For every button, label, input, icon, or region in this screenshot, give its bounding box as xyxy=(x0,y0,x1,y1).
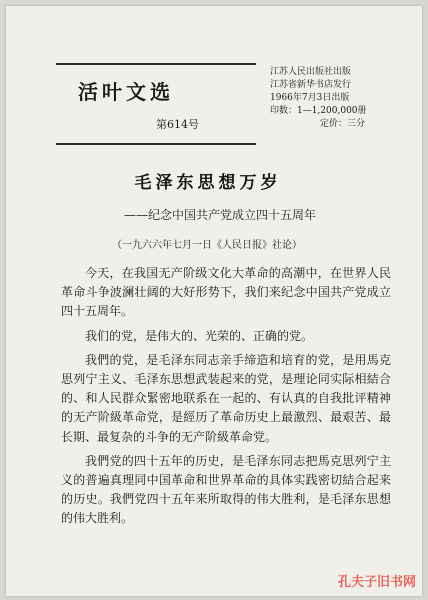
paragraph: 我們党的四十五年的历史，是毛泽东同志把馬克思列宁主义的普遍真理同中国革命和世界革命的具体实践密切結合起来的历史。我們党四十五年来所取得的伟大胜利，是毛泽东思想的伟大胜利。 xyxy=(61,453,391,526)
distributor-line: 江苏省新华书店发行 xyxy=(270,80,352,90)
publisher-info xyxy=(270,66,410,131)
article-subtitle: ——纪念中国共产党成立四十五周年 xyxy=(124,208,317,222)
publisher-line: 江苏人民出版社出版 xyxy=(270,67,352,77)
watermark-logo: 孔夫子旧书网 xyxy=(337,575,416,590)
paragraph: 我們的党，是毛泽东同志亲手缔造和培育的党，是用馬克思列宁主义、毛泽东思想武装起来的党，是理论同实际相結合的、和人民群众緊密地联系在一起的、有认真的自我批评精神的无产阶級革命党，是經历了革命历史上最激烈、最艰苦、最长期、最复杂的斗争的无产阶級革命党。 xyxy=(61,352,391,444)
publication-date: 1966年7月3日出版 xyxy=(270,93,350,103)
article-body xyxy=(61,264,391,534)
issue-number: 第614号 xyxy=(156,118,199,131)
masthead-title: 活叶文选 xyxy=(78,80,174,104)
article-title: 毛泽东思想万岁 xyxy=(134,173,282,193)
paragraph: 我们的党，是伟大的、光荣的、正确的党。 xyxy=(85,328,314,343)
print-run: 印数：1—1,200,000册 xyxy=(270,106,367,116)
paragraph: 今天，在我国无产阶级文化大革命的高潮中，在世界人民革命斗争波澜壮阔的大好形势下，我们来纪念中国共产党成立四十五周年。 xyxy=(61,266,391,319)
article-source: （一九六六年七月一日《人民日报》社论） xyxy=(112,240,302,251)
price: 定价：三分 xyxy=(320,119,366,129)
